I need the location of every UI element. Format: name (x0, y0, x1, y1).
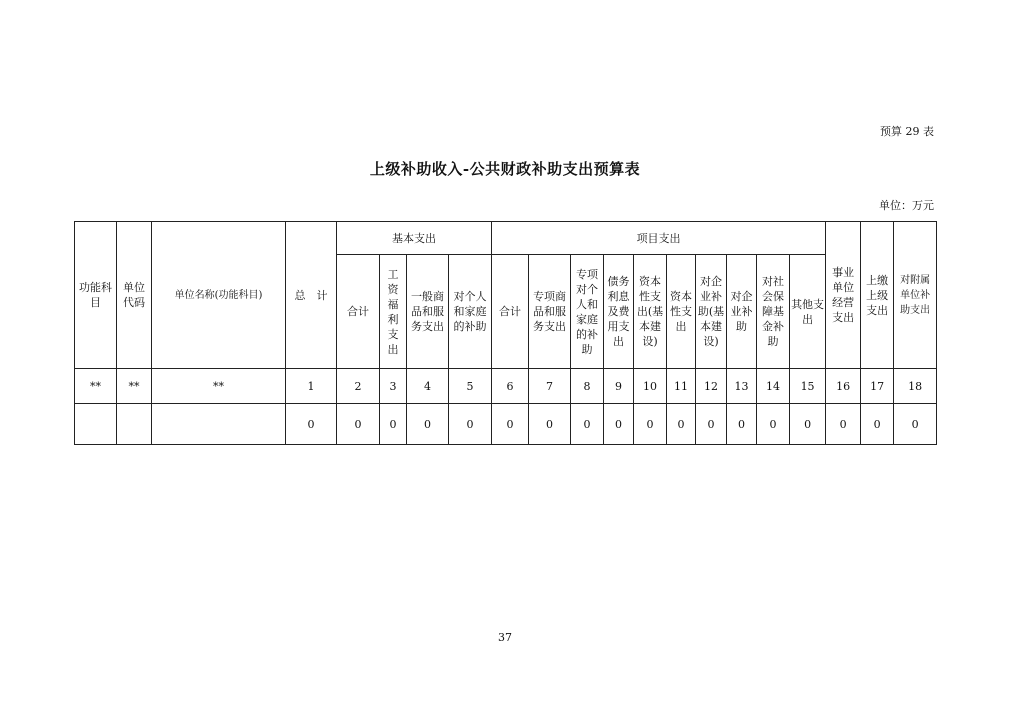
data-cell (152, 404, 286, 445)
header-unit-name: 单位名称(功能科目) (152, 222, 286, 369)
header-basic-expenditure: 基本支出 (337, 222, 492, 255)
data-cell: 0 (571, 404, 604, 445)
column-number-cell: 15 (790, 369, 826, 404)
column-number-cell: 4 (407, 369, 449, 404)
data-cell: 0 (826, 404, 861, 445)
data-cell: 0 (449, 404, 492, 445)
column-number-cell: 2 (337, 369, 380, 404)
header-basic-col: 工 资 福 利 支 出 (380, 255, 407, 369)
budget-table (74, 221, 937, 445)
data-cell: 0 (529, 404, 571, 445)
header-basic-col: 一般商 品和服 务支出 (407, 255, 449, 369)
data-row (75, 404, 937, 445)
column-number-cell: 18 (894, 369, 937, 404)
data-cell: 0 (492, 404, 529, 445)
data-cell: 0 (861, 404, 894, 445)
unit-label: 单位：万元 (879, 199, 934, 212)
header-project-col: 专项商 品和服 务支出 (529, 255, 571, 369)
data-cell: 0 (790, 404, 826, 445)
header-project-col: 合计 (492, 255, 529, 369)
data-cell: 0 (380, 404, 407, 445)
data-cell: 0 (727, 404, 757, 445)
header-basic-col: 对个人 和家庭 的补助 (449, 255, 492, 369)
header-basic-col: 合计 (337, 255, 380, 369)
form-number: 预算 29 表 (880, 125, 934, 138)
header-project-col: 资本 性支 出 (667, 255, 696, 369)
column-number-cell: 8 (571, 369, 604, 404)
page-number: 37 (498, 631, 512, 644)
header-project-col: 对企 业补 助(基 本建 设) (696, 255, 727, 369)
data-cell: 0 (407, 404, 449, 445)
data-cell: 0 (894, 404, 937, 445)
data-cell: 0 (667, 404, 696, 445)
column-number-cell: 10 (634, 369, 667, 404)
column-number-cell: 13 (727, 369, 757, 404)
column-number-cell: ** (117, 369, 152, 404)
header-project-expenditure: 项目支出 (492, 222, 826, 255)
header-total: 总 计 (286, 222, 337, 369)
data-cell: 0 (604, 404, 634, 445)
column-number-cell: ** (152, 369, 286, 404)
header-project-col: 专项 对个 人和 家庭 的补 助 (571, 255, 604, 369)
header-project-col: 资本 性支 出(基 本建 设) (634, 255, 667, 369)
column-number-cell: 14 (757, 369, 790, 404)
header-tail-col: 上缴 上级 支出 (861, 222, 894, 369)
column-number-cell: 7 (529, 369, 571, 404)
header-project-col: 债务 利息 及费 用支 出 (604, 255, 634, 369)
column-number-cell: 6 (492, 369, 529, 404)
header-project-col: 其他支 出 (790, 255, 826, 369)
column-number-cell: 12 (696, 369, 727, 404)
column-number-cell: 1 (286, 369, 337, 404)
data-cell (75, 404, 117, 445)
header-tail-col: 对附属 单位补 助支出 (894, 222, 937, 369)
column-number-cell: 17 (861, 369, 894, 404)
data-cell: 0 (337, 404, 380, 445)
header-project-col: 对企 业补 助 (727, 255, 757, 369)
data-cell: 0 (757, 404, 790, 445)
column-number-cell: 16 (826, 369, 861, 404)
header-func-code: 功能科 目 (75, 222, 117, 369)
header-group-row (75, 222, 937, 255)
data-cell: 0 (696, 404, 727, 445)
header-tail-col: 事业 单位 经营 支出 (826, 222, 861, 369)
data-cell: 0 (286, 404, 337, 445)
column-number-cell: 5 (449, 369, 492, 404)
data-cell (117, 404, 152, 445)
column-number-cell: ** (75, 369, 117, 404)
column-number-row (75, 369, 937, 404)
column-number-cell: 9 (604, 369, 634, 404)
page-title: 上级补助收入-公共财政补助支出预算表 (369, 160, 641, 178)
data-cell: 0 (634, 404, 667, 445)
column-number-cell: 3 (380, 369, 407, 404)
header-project-col: 对社 会保 障基 金补 助 (757, 255, 790, 369)
column-number-cell: 11 (667, 369, 696, 404)
header-unit-code: 单位 代码 (117, 222, 152, 369)
